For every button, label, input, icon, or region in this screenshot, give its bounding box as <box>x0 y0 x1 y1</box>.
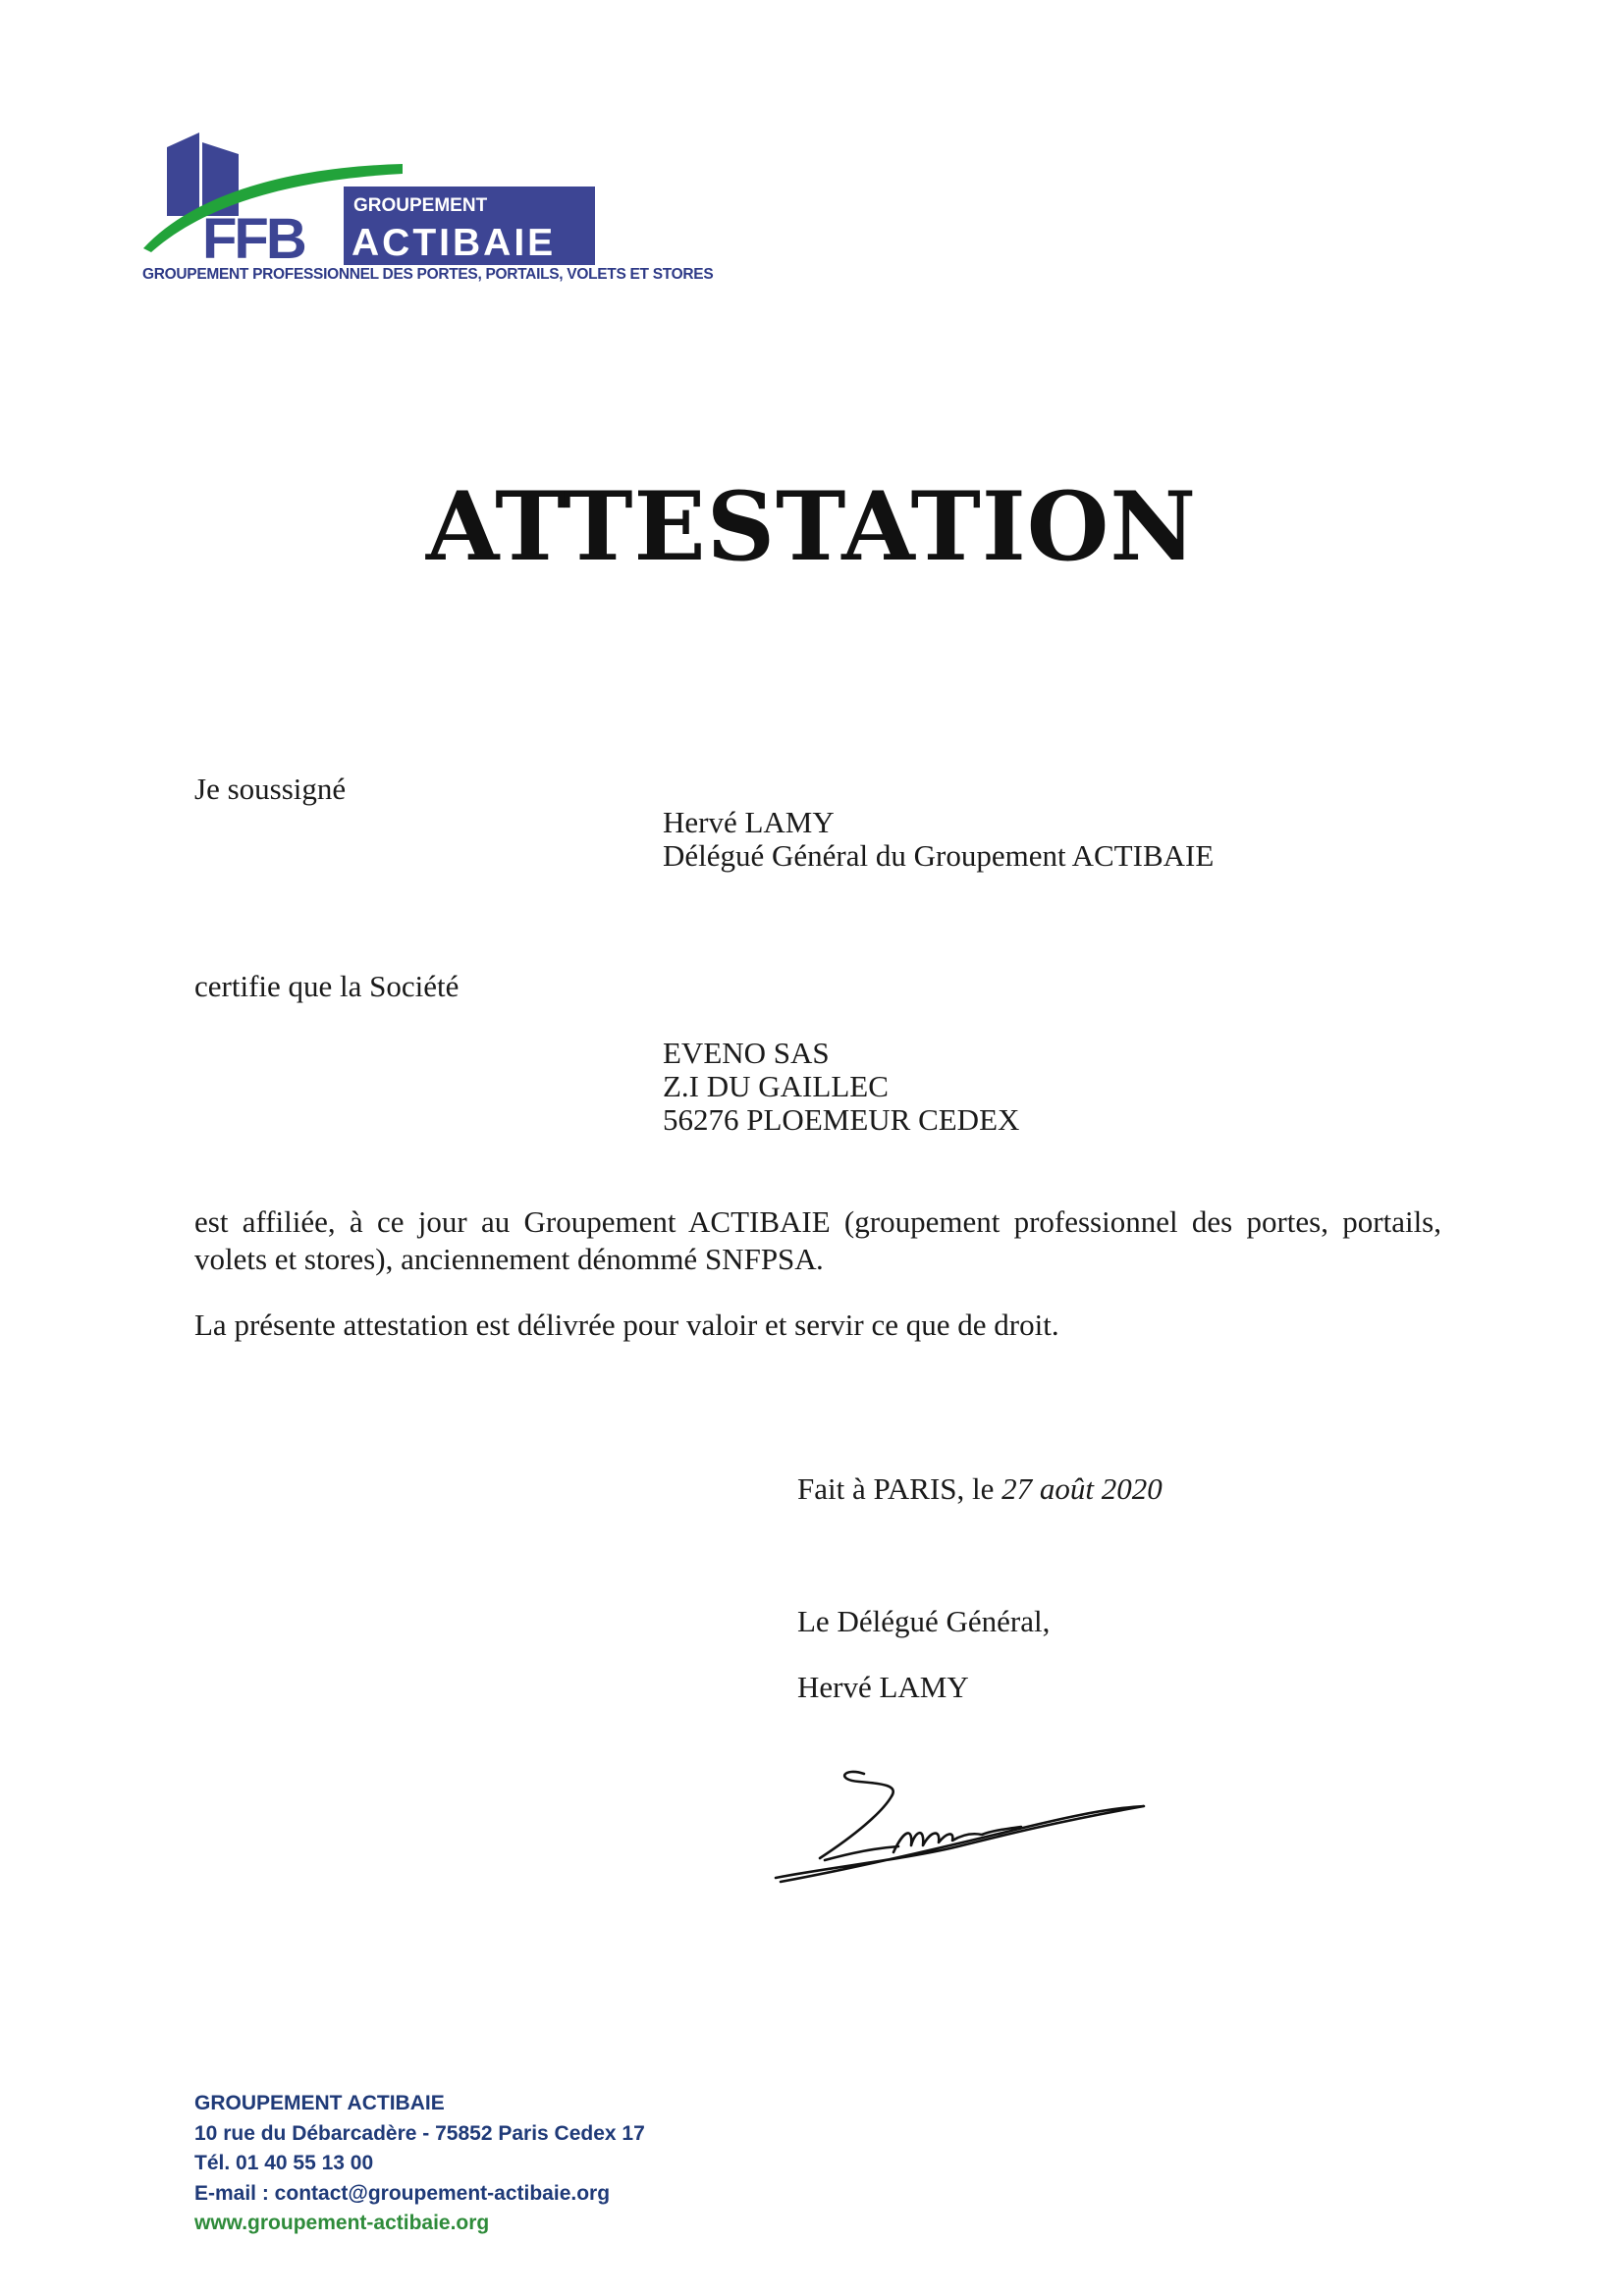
closing-date: 27 août 2020 <box>1001 1471 1163 1506</box>
signature-stroke-2 <box>776 1806 1144 1882</box>
statement-paragraph-1-end: . <box>816 1242 825 1276</box>
signatory-role: Délégué Général du Groupement ACTIBAIE <box>663 838 1215 873</box>
signature-stroke-3 <box>893 1827 1021 1852</box>
company-name: EVENO SAS <box>663 1036 830 1070</box>
footer-org: GROUPEMENT ACTIBAIE <box>194 2092 445 2114</box>
logo-actibaie-text: ACTIBAIE <box>352 222 557 264</box>
logo-groupement-text: GROUPEMENT <box>353 195 488 216</box>
footer-address: 10 rue du Débarcadère - 75852 Paris Cedex 17 <box>194 2121 645 2145</box>
logo-caption: GROUPEMENT PROFESSIONNEL DES PORTES, PORTAILS, VOLETS ET STORES <box>142 266 714 283</box>
signatory-name: Hervé LAMY <box>663 805 835 839</box>
footer-email[interactable]: E-mail : contact@groupement-actibaie.org <box>194 2181 611 2205</box>
logo-ffb-text: FFB <box>202 207 304 271</box>
company-address-line2: 56276 PLOEMEUR CEDEX <box>663 1102 1020 1137</box>
footer <box>194 2089 645 2239</box>
company-intro: certifie que la Société <box>194 969 460 1003</box>
handwritten-signature <box>766 1752 1159 1899</box>
page-title: ATTESTATION <box>425 471 1198 582</box>
closing-place: Fait à PARIS, le <box>797 1471 1002 1506</box>
footer-phone: Tél. 01 40 55 13 00 <box>194 2152 374 2174</box>
statement-paragraph-1-text: est affiliée, à ce jour au Groupement ACTIBAIE (groupement professionnel des portes, portails, volets et stores), anciennement dénommé SNFPSA <box>194 1204 1441 1276</box>
statement-paragraph-2: La présente attestation est délivrée pour valoir et servir ce que de droit. <box>194 1308 1059 1342</box>
closing-name: Hervé LAMY <box>797 1670 969 1704</box>
closing-place-date <box>797 1472 1163 1506</box>
signatory-intro: Je soussigné <box>194 772 347 806</box>
company-address-line1: Z.I DU GAILLEC <box>663 1069 889 1103</box>
signature-stroke-1 <box>820 1772 893 1858</box>
closing-title: Le Délégué Général, <box>797 1604 1051 1638</box>
statement-paragraph-1 <box>194 1203 1441 1278</box>
footer-website[interactable]: www.groupement-actibaie.org <box>194 2212 490 2234</box>
logo-building-left <box>167 133 199 216</box>
